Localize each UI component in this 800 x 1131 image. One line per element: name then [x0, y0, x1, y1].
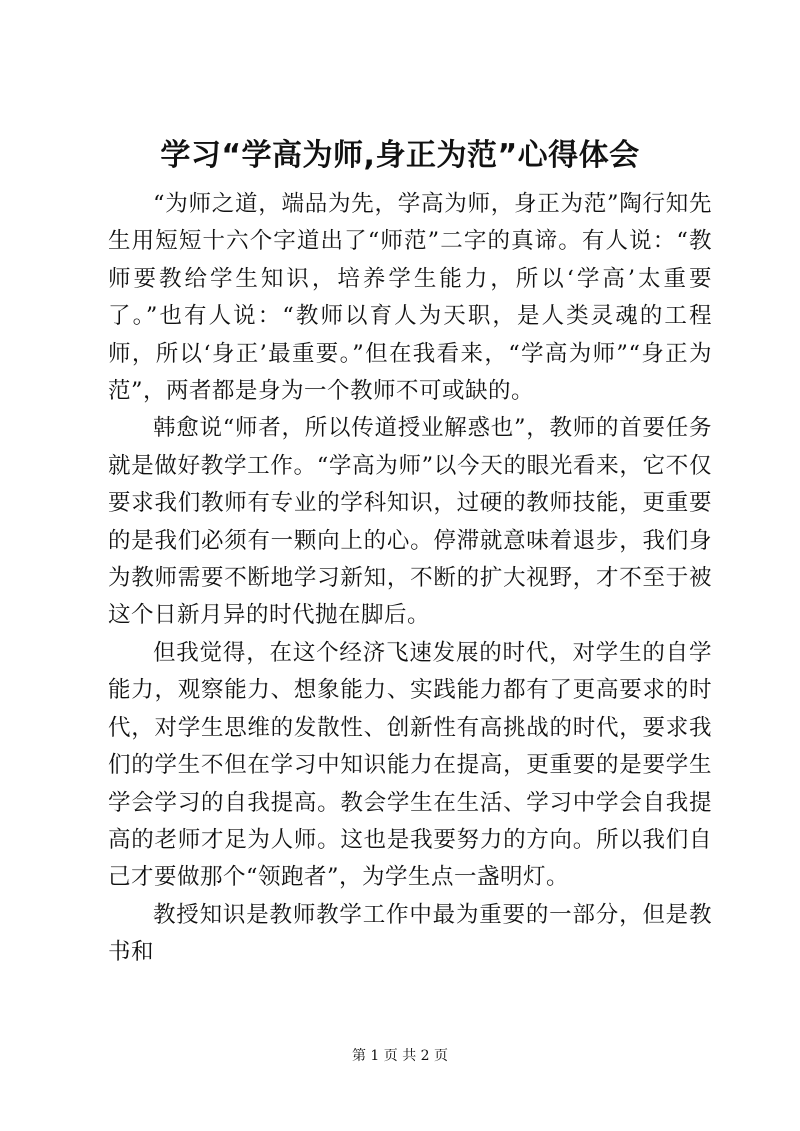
- paragraph-4: 教授知识是教师教学工作中最为重要的一部分，但是教书和: [108, 901, 712, 966]
- page-title: 学习“学高为师,身正为范”心得体会: [160, 138, 640, 173]
- paragraph-1: “为师之道，端品为先，学高为师，身正为范”陶行知先生用短短十六个字道出了“师范”二字的真谛。有人说：“教师要教给学生知识，培养学生能力，所以‘学高’太重要了。”也有人说：“教师以育人为天职，是人类灵魂的工程师，所以‘身正’最重要。”但在我看来，“学高为师”“身正为范”，两者都是身为一个教师不可或缺的。: [108, 191, 712, 405]
- paragraph-2: 韩愈说“师者，所以传道授业解惑也”，教师的首要任务就是做好教学工作。“学高为师”以今天的眼光看来，它不仅要求我们教师有专业的学科知识，过硬的教师技能，更重要的是我们必须有一颗向上的心。停滞就意味着退步，我们身为教师需要不断地学习新知，不断的扩大视野，才不至于被这个日新月异的时代抛在脚后。: [108, 415, 712, 629]
- paragraph-3: 但我觉得，在这个经济飞速发展的时代，对学生的自学能力，观察能力、想象能力、实践能力都有了更高要求的时代，对学生思维的发散性、创新性有高挑战的时代，要求我们的学生不但在学习中知识能力在提高，更重要的是要学生学会学习的自我提高。教会学生在生活、学习中学会自我提高的老师才足为人师。这也是我要努力的方向。所以我们自己才要做那个“领跑者”，为学生点一盏明灯。: [108, 639, 712, 891]
- page-footer: 第 1 页 共 2 页: [351, 1048, 449, 1064]
- document-body: [108, 186, 712, 972]
